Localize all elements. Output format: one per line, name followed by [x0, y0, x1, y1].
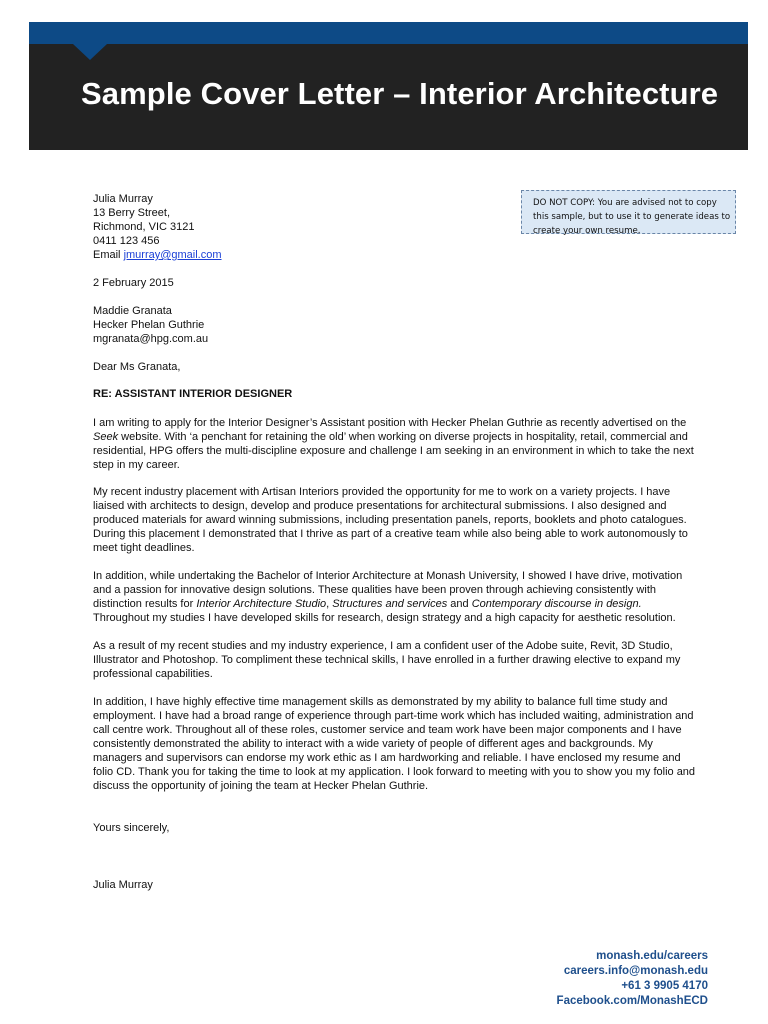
footer-phone: +61 3 9905 4170 [621, 980, 708, 992]
paragraph-5 [93, 695, 696, 793]
recipient-email: mgranata@hpg.com.au [93, 333, 209, 345]
paragraph-line: distinction results for Interior Architecture Studio, Structures and services and Contemporary discourse in design. [93, 598, 642, 610]
paragraph-line: discuss the opportunity of joining the team at Hecker Phelan Guthrie. [93, 780, 429, 792]
salutation-text: Dear Ms Granata, [93, 361, 181, 373]
paragraph-line: call centre work. Throughout all of these roles, customer service and team work have been major components and I have [93, 724, 682, 736]
paragraph-4 [93, 639, 683, 681]
footer-email-link[interactable]: careers.info@monash.edu [563, 965, 708, 977]
paragraph-line: As a result of my recent studies and my industry experience, I am a confident user of the Adobe suite, Revit, 3D Studio, [93, 640, 673, 652]
paragraph-line: step in my career. [93, 459, 180, 471]
paragraph-line: produced materials for award winning submissions, including presentation panels, reports, booklets and photo catalogues. [93, 514, 687, 526]
notice-line-2: this sample, but to use it to generate ideas to [533, 212, 731, 222]
paragraph-line: meet tight deadlines. [93, 542, 195, 554]
paragraph-line: Illustrator and Photoshop. To compliment these technical skills, I have enrolled in a further drawing elective to expand my [93, 654, 681, 666]
paragraph-line: consistently demonstrated the ability to interact with a wide variety of people of different ages and backgrounds. My [93, 738, 653, 750]
recipient-name: Maddie Granata [93, 305, 172, 317]
footer-facebook-link[interactable]: Facebook.com/MonashECD [556, 995, 708, 1007]
sender-email-label: Email [93, 249, 124, 261]
paragraph-line: Throughout my studies I have developed skills for research, design strategy and a high capacity for aesthetic resolution. [93, 612, 676, 624]
sender-phone: 0411 123 456 [93, 235, 160, 247]
paragraph-3 [93, 569, 683, 625]
paragraph-line: managers and supervisors can endorse my work ethic as I am hardworking and reliable. I have enclosed my resume and [93, 752, 681, 764]
do-not-copy-notice [521, 190, 736, 234]
footer-contacts [557, 949, 708, 1009]
banner-notch [73, 44, 107, 60]
paragraph-line: I am writing to apply for the Interior Designer’s Assistant position with Hecker Phelan Guthrie as recently advertised on the [93, 417, 687, 429]
closing-text: Yours sincerely, [93, 822, 170, 834]
paragraph-line: In addition, while undertaking the Bachelor of Interior Architecture at Monash University, I showed I have drive, motivation [93, 570, 683, 582]
paragraph-1 [93, 416, 694, 472]
notice-full-text [0, 0, 1, 1]
paragraph-line: My recent industry placement with Artisan Interiors provided the opportunity for me to work on a variety projects. I have [93, 486, 671, 498]
recipient-company: Hecker Phelan Guthrie [93, 319, 205, 331]
subject-line [93, 387, 292, 401]
subject-text: RE: ASSISTANT INTERIOR DESIGNER [93, 388, 293, 400]
notice-line-3: create your own resume. [533, 226, 641, 236]
letter-date [93, 276, 174, 290]
footer-web-link[interactable]: monash.edu/careers [596, 950, 708, 962]
paragraph-line: During this placement I demonstrated that I thrive as part of a creative team while also being able to work autonomously to [93, 528, 688, 540]
signature-name: Julia Murray [93, 879, 153, 891]
paragraph-line: Seek website. With ‘a penchant for retaining the old’ when working on diverse projects in hospitality, retail, commercial and [93, 431, 688, 443]
paragraph-line: professional capabilities. [93, 668, 213, 680]
page-title: Sample Cover Letter – Interior Architecture [81, 76, 719, 111]
paragraph-line: In addition, I have highly effective time management skills as demonstrated by my ability to balance full time study and [93, 696, 668, 708]
sender-email-row [93, 248, 222, 262]
sender-name: Julia Murray [93, 193, 153, 205]
salutation [93, 360, 180, 374]
banner-stripe [29, 22, 748, 44]
sender-suburb: Richmond, VIC 3121 [93, 221, 195, 233]
closing [93, 821, 169, 835]
paragraph-line: residential, HPG offers the multi-discipline exposure and challenge I am seeking in an environment in which to take the next [93, 445, 694, 457]
signature [93, 878, 153, 892]
paragraph-line: liaised with architects to design, develop and produce presentations for architectural submissions. I also designed and [93, 500, 667, 512]
paragraph-2 [93, 485, 688, 555]
paragraph-line: folio CD. Thank you for taking the time to look at my application. I look forward to meeting with you to show you my folio and [93, 766, 696, 778]
sender-email-link[interactable]: jmurray@gmail.com [123, 249, 222, 261]
sender-street: 13 Berry Street, [93, 207, 171, 219]
recipient-address [93, 304, 208, 346]
paragraph-line: and a passion for innovative design solutions. These qualities have been proven through achieving consistently with [93, 584, 656, 596]
title-banner [29, 22, 748, 150]
paragraph-line: employment. I have had a broad range of experience through part-time work which has included waiting, administration and [93, 710, 694, 722]
date-text: 2 February 2015 [93, 277, 174, 289]
notice-line-1: DO NOT COPY: You are advised not to copy [533, 198, 717, 208]
sender-address [93, 192, 222, 262]
